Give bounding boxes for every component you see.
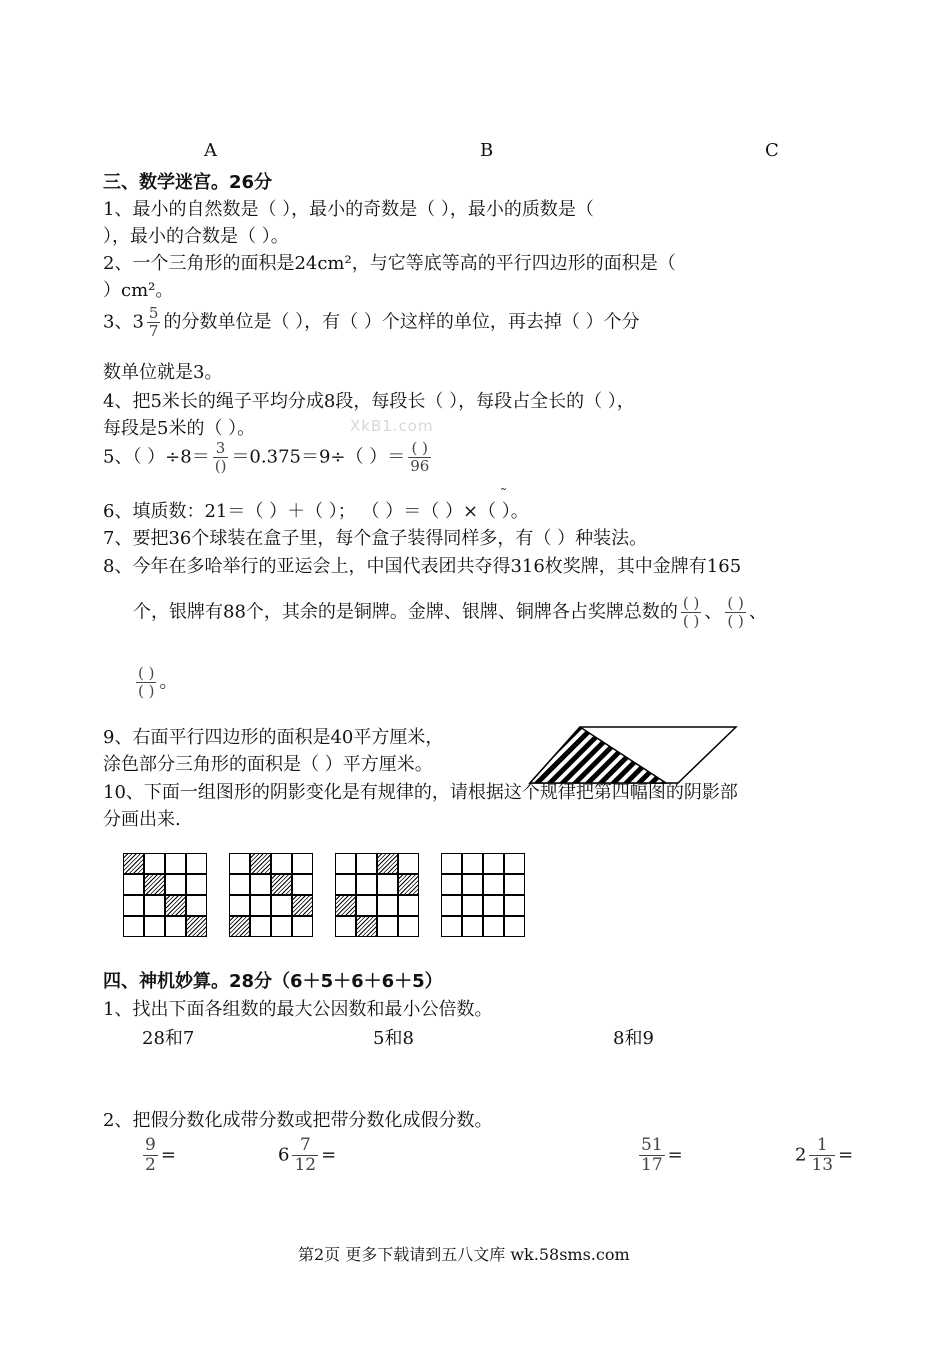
pattern-grid-4-blank[interactable] bbox=[441, 853, 525, 937]
label-c: C bbox=[765, 140, 779, 161]
conversion-item-1: $\frac{9}{2}$ = bbox=[145, 1135, 176, 1175]
question-2-line-2: ）cm²。 bbox=[103, 280, 174, 301]
conversion-item-2: 6 $\frac{7}{12}$ = bbox=[278, 1135, 337, 1175]
fraction-5-7: $\frac{5}{7}$ bbox=[148, 304, 159, 340]
pattern-grid-2 bbox=[229, 853, 313, 937]
question-4-line-1: 4、把5米长的绳子平均分成8段，每段长（ ），每段占全长的（ ）， bbox=[103, 391, 635, 412]
question-8-line-2: 个，银牌有88个，其余的是铜牌。金牌、银牌、铜牌各占奖牌总数的 $\frac{( )}{( )}$ 、 $\frac{( )}{( )}$ 、 bbox=[133, 594, 767, 630]
number-pair-3: 8和9 bbox=[613, 1028, 654, 1049]
question-10-line-1: 10、下面一组图形的阴影变化是有规律的，请根据这个规律把第四幅图的阴影部 bbox=[103, 782, 738, 803]
fraction-3-blank: $\frac{3}{()}$ bbox=[214, 439, 227, 475]
tilde-mark: ˜ bbox=[500, 487, 507, 503]
question-7: 7、要把36个球装在盒子里，每个盒子装得同样多，有（ ）种装法。 bbox=[103, 528, 648, 549]
conversion-item-3: $\frac{51}{17}$ = bbox=[641, 1135, 683, 1175]
label-a: A bbox=[204, 140, 217, 161]
question-3-line-1: 3、3 $\frac{5}{7}$ 的分数单位是（ ），有（ ）个这样的单位，再去掉（ ）个分 bbox=[103, 304, 640, 340]
question-10-line-2: 分画出来. bbox=[103, 809, 181, 830]
shaded-triangle bbox=[530, 727, 666, 783]
page-footer: 第2页 更多下载请到五八文库 wk.58sms.com bbox=[298, 1245, 630, 1264]
section3-title: 三、数学迷宫。26分 bbox=[103, 172, 273, 193]
question-9-line-2: 涂色部分三角形的面积是（ ）平方厘米。 bbox=[103, 754, 433, 775]
question-8-line-1: 8、今年在多哈举行的亚运会上，中国代表团共夺得316枚奖牌，其中金牌有165 bbox=[103, 556, 742, 577]
pattern-grid-1 bbox=[123, 853, 207, 937]
question-6: 6、填质数：21＝（ ）＋（ ）； （ ）＝（ ）×（ ）。 bbox=[103, 501, 529, 522]
watermark-text: XkB1.com bbox=[350, 417, 434, 435]
conversion-item-4: 2 $\frac{1}{13}$ = bbox=[795, 1135, 854, 1175]
question-1-line-1: 1、最小的自然数是（ ），最小的奇数是（ ），最小的质数是（ bbox=[103, 199, 594, 220]
fraction-blank-96: $\frac{( )}{96}$ bbox=[410, 439, 430, 475]
section4-question-1: 1、找出下面各组数的最大公因数和最小公倍数。 bbox=[103, 999, 493, 1020]
question-4-line-2: 每段是5米的（ ）。 bbox=[103, 418, 256, 439]
pattern-grid-3 bbox=[335, 853, 419, 937]
number-pair-1: 28和7 bbox=[142, 1028, 195, 1049]
label-b: B bbox=[480, 140, 494, 161]
number-pair-2: 5和8 bbox=[373, 1028, 414, 1049]
question-1-line-2: ），最小的合数是（ ）。 bbox=[103, 226, 289, 247]
fraction-blank-2: $\frac{( )}{( )}$ bbox=[727, 594, 744, 630]
question-5: 5、（ ）÷8＝ $\frac{3}{()}$ ＝0.375＝9÷（ ）＝ $\frac{( )}{96}$ bbox=[103, 439, 430, 475]
question-9-line-1: 9、右面平行四边形的面积是40平方厘米， bbox=[103, 727, 444, 748]
section4-title: 四、神机妙算。28分（6＋5＋6＋6＋5） bbox=[103, 971, 443, 992]
section4-question-2: 2、把假分数化成带分数或把带分数化成假分数。 bbox=[103, 1110, 493, 1131]
fraction-blank-1: $\frac{( )}{( )}$ bbox=[682, 594, 700, 630]
fraction-blank-3: $\frac{( )}{( )}$ bbox=[138, 664, 155, 700]
question-8-line-3: $\frac{( )}{( )}$ 。 bbox=[138, 664, 178, 700]
question-2-line-1: 2、一个三角形的面积是24cm²，与它等底等高的平行四边形的面积是（ bbox=[103, 253, 676, 274]
question-3-line-2: 数单位就是3。 bbox=[103, 362, 223, 383]
